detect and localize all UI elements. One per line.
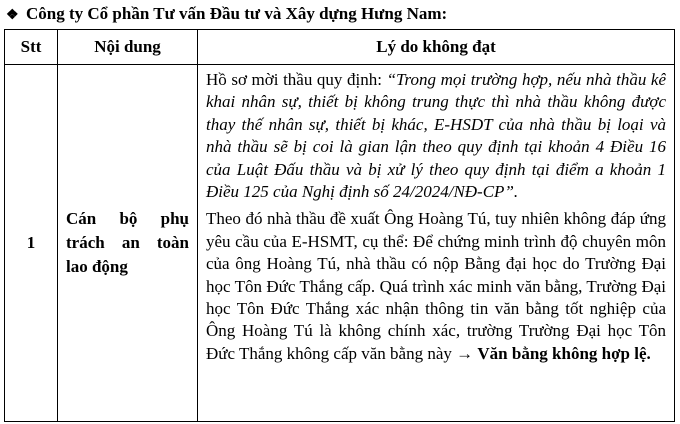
reason-paragraph-1: [206, 69, 666, 203]
reason-paragraph-2: [206, 208, 666, 365]
table-header-row: [5, 30, 675, 65]
row-content: Cán bộ phụ trách an toàn lao động: [58, 65, 198, 422]
row-stt: 1: [5, 65, 58, 422]
header-reason: Lý do không đạt: [198, 30, 675, 65]
header-stt: Stt: [5, 30, 58, 65]
table-row: [5, 65, 675, 422]
diamond-bullet-icon: ❖: [6, 8, 19, 23]
reason-quote-tail: ”.: [504, 182, 519, 202]
reason-detail: Theo đó nhà thầu đề xuất Ông Hoàng Tú, tuy nhiên không đáp ứng yêu cầu của E-HSMT, cụ thể: Để chứng minh trình độ chuyên môn của ông Hoàng Tú, nhà thầu có nộp Bằng đại học do Trường Đại học Tôn Đức Thắng cấp. Quá trình xác minh văn bằng, Trường Đại học Tôn Đức Thắng xác nhận thông tin văn bằng tốt nghiệp của Ông Hoàng Tú là không chính xác, trường Trường Đại học Tôn Đức Thắng không cấp văn bằng này: [206, 209, 666, 363]
reason-lead: Hồ sơ mời thầu quy định:: [206, 70, 387, 89]
reason-conclusion: Văn bằng không hợp lệ.: [477, 343, 651, 363]
header-content: Nội dung: [58, 30, 198, 65]
arrow-icon: →: [456, 343, 478, 363]
company-name: Công ty Cổ phần Tư vấn Đầu tư và Xây dựng Hưng Nam:: [26, 4, 448, 23]
evaluation-table: [4, 29, 675, 422]
row-reason: [198, 65, 675, 422]
section-heading: [6, 3, 447, 27]
reason-quote: “Trong mọi trường hợp, nếu nhà thầu kê khai nhân sự, thiết bị không trung thực thì nhà thầu không được thay thế nhân sự, thiết bị khác, E-HSDT của nhà thầu bị loại và nhà thầu sẽ bị coi là gian lận theo quy định tại khoản 4 Điều 16 của Luật Đấu thầu và bị xử lý theo quy định tại điểm a khoản 1 Điều 125 của Nghị định số 24/2024/NĐ-CP: [206, 70, 666, 202]
